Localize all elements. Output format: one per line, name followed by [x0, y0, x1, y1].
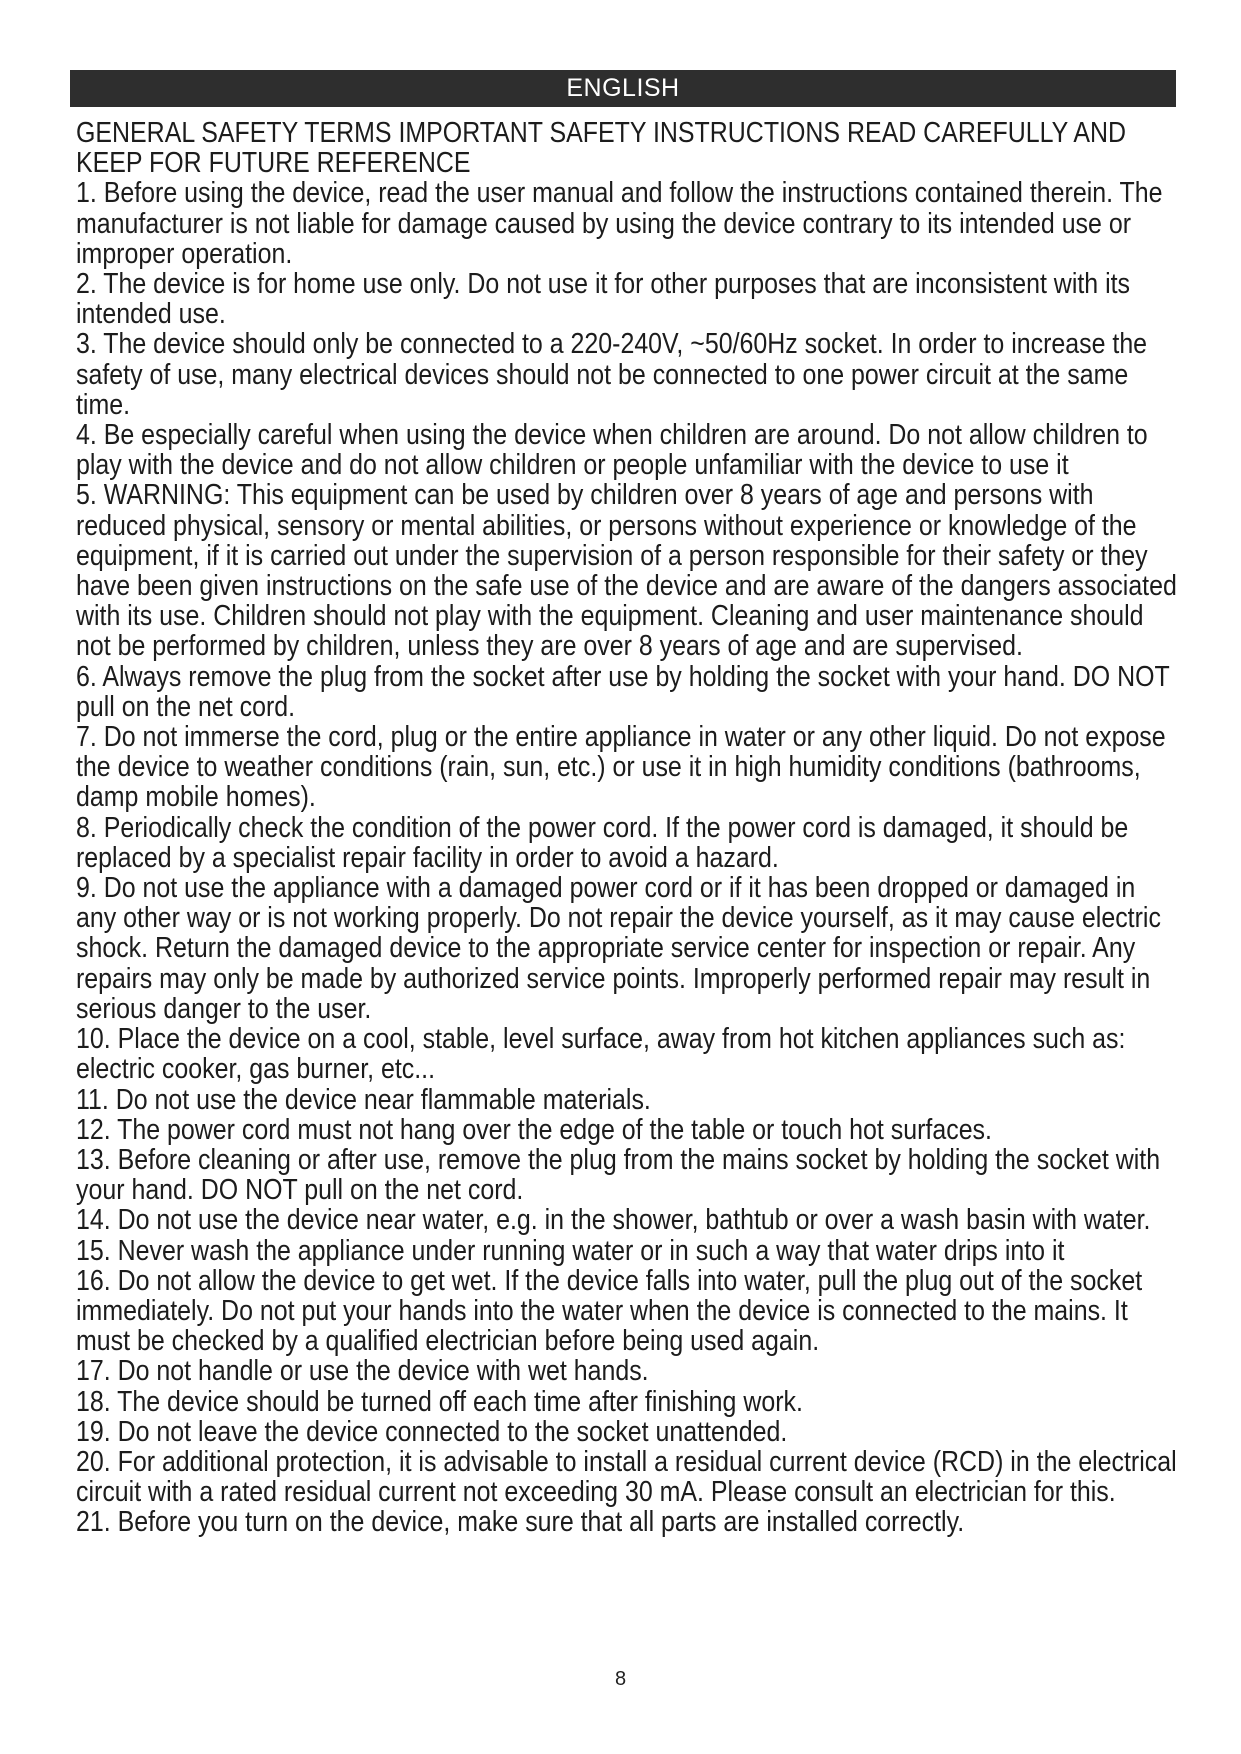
safety-items-list: [76, 178, 1181, 1537]
safety-heading: GENERAL SAFETY TERMS IMPORTANT SAFETY INSTRUCTIONS READ CAREFULLY AND KEEP FOR FUTURE REFERENCE: [76, 117, 1127, 180]
page-number: 8: [614, 1668, 627, 1690]
safety-item: 19. Do not leave the device connected to the socket unattended.: [76, 1415, 788, 1448]
safety-item: 11. Do not use the device near flammable materials.: [76, 1083, 651, 1116]
safety-item: 16. Do not allow the device to get wet. If the device falls into water, pull the plug out of the socket immediately. Do not put your hands into the water when the device is connected to the mains. It must be checked by a qualified electrician before being used again.: [76, 1264, 1143, 1358]
safety-item: 13. Before cleaning or after use, remove the plug from the mains socket by holding the socket with your hand. DO NOT pull on the net cord.: [76, 1143, 1161, 1207]
safety-item: 4. Be especially careful when using the device when children are around. Do not allow children to play with the device and do not allow children or people unfamiliar with the device to use it: [76, 419, 1148, 482]
safety-item: 7. Do not immerse the cord, plug or the entire appliance in water or any other liquid. Do not expose the device to weather conditions (rain, sun, etc.) or use it in high humidity conditions (bathrooms, damp mobile homes).: [76, 721, 1166, 814]
safety-item: 18. The device should be turned off each time after finishing work.: [76, 1385, 803, 1418]
safety-item: 20. For additional protection, it is advisable to install a residual current device (RCD) in the electrical circuit with a rated residual current not exceeding 30 mA. Please consult an electrician for this.: [76, 1445, 1177, 1509]
safety-item: 21. Before you turn on the device, make sure that all parts are installed correctly.: [76, 1506, 965, 1539]
safety-item: 14. Do not use the device near water, e.g. in the shower, bathtub or over a wash basin with water.: [76, 1204, 1151, 1237]
safety-item: 1. Before using the device, read the user manual and follow the instructions contained therein. The manufacturer is not liable for damage caused by using the device contrary to its intended use or improper operation.: [76, 177, 1163, 270]
safety-item: 12. The power cord must not hang over the edge of the table or touch hot surfaces.: [76, 1113, 992, 1146]
safety-item: 5. WARNING: This equipment can be used by children over 8 years of age and persons with reduced physical, sensory or mental abilities, or persons without experience or knowledge of the equipment, if it is carried out under the supervision of a person responsible for their safety or they have been given instructions on the safe use of the device and are aware of the dangers associated with its use. Children should not play with the equipment. Cleaning and user maintenance should not be performed by children, unless they are over 8 years of age and are supervised.: [76, 479, 1177, 663]
safety-instructions: [76, 118, 1181, 1538]
safety-item: 6. Always remove the plug from the socket after use by holding the socket with your hand. DO NOT pull on the net cord.: [76, 660, 1170, 723]
safety-item: 3. The device should only be connected to a 220-240V, ~50/60Hz socket. In order to increase the safety of use, many electrical devices should not be connected to one power circuit at the same time.: [76, 328, 1148, 421]
safety-item: 17. Do not handle or use the device with wet hands.: [76, 1355, 649, 1388]
safety-item: 9. Do not use the appliance with a damaged power cord or if it has been dropped or damaged in any other way or is not working properly. Do not repair the device yourself, as it may cause electric shock. Return the damaged device to the appropriate service center for inspection or repair. Any repairs may only be made by authorized service points. Improperly performed repair may result in serious danger to the user.: [76, 872, 1161, 1025]
safety-item: 8. Periodically check the condition of the power cord. If the power cord is damaged, it should be replaced by a specialist repair facility in order to avoid a hazard.: [76, 811, 1129, 874]
language-header-bar: ENGLISH: [70, 70, 1176, 107]
safety-item: 2. The device is for home use only. Do not use it for other purposes that are inconsistent with its intended use.: [76, 268, 1131, 331]
safety-item: 10. Place the device on a cool, stable, level surface, away from hot kitchen appliances such as: electric cooker, gas burner, etc...: [76, 1023, 1126, 1086]
safety-item: 15. Never wash the appliance under running water or in such a way that water drips into it: [76, 1234, 1065, 1267]
